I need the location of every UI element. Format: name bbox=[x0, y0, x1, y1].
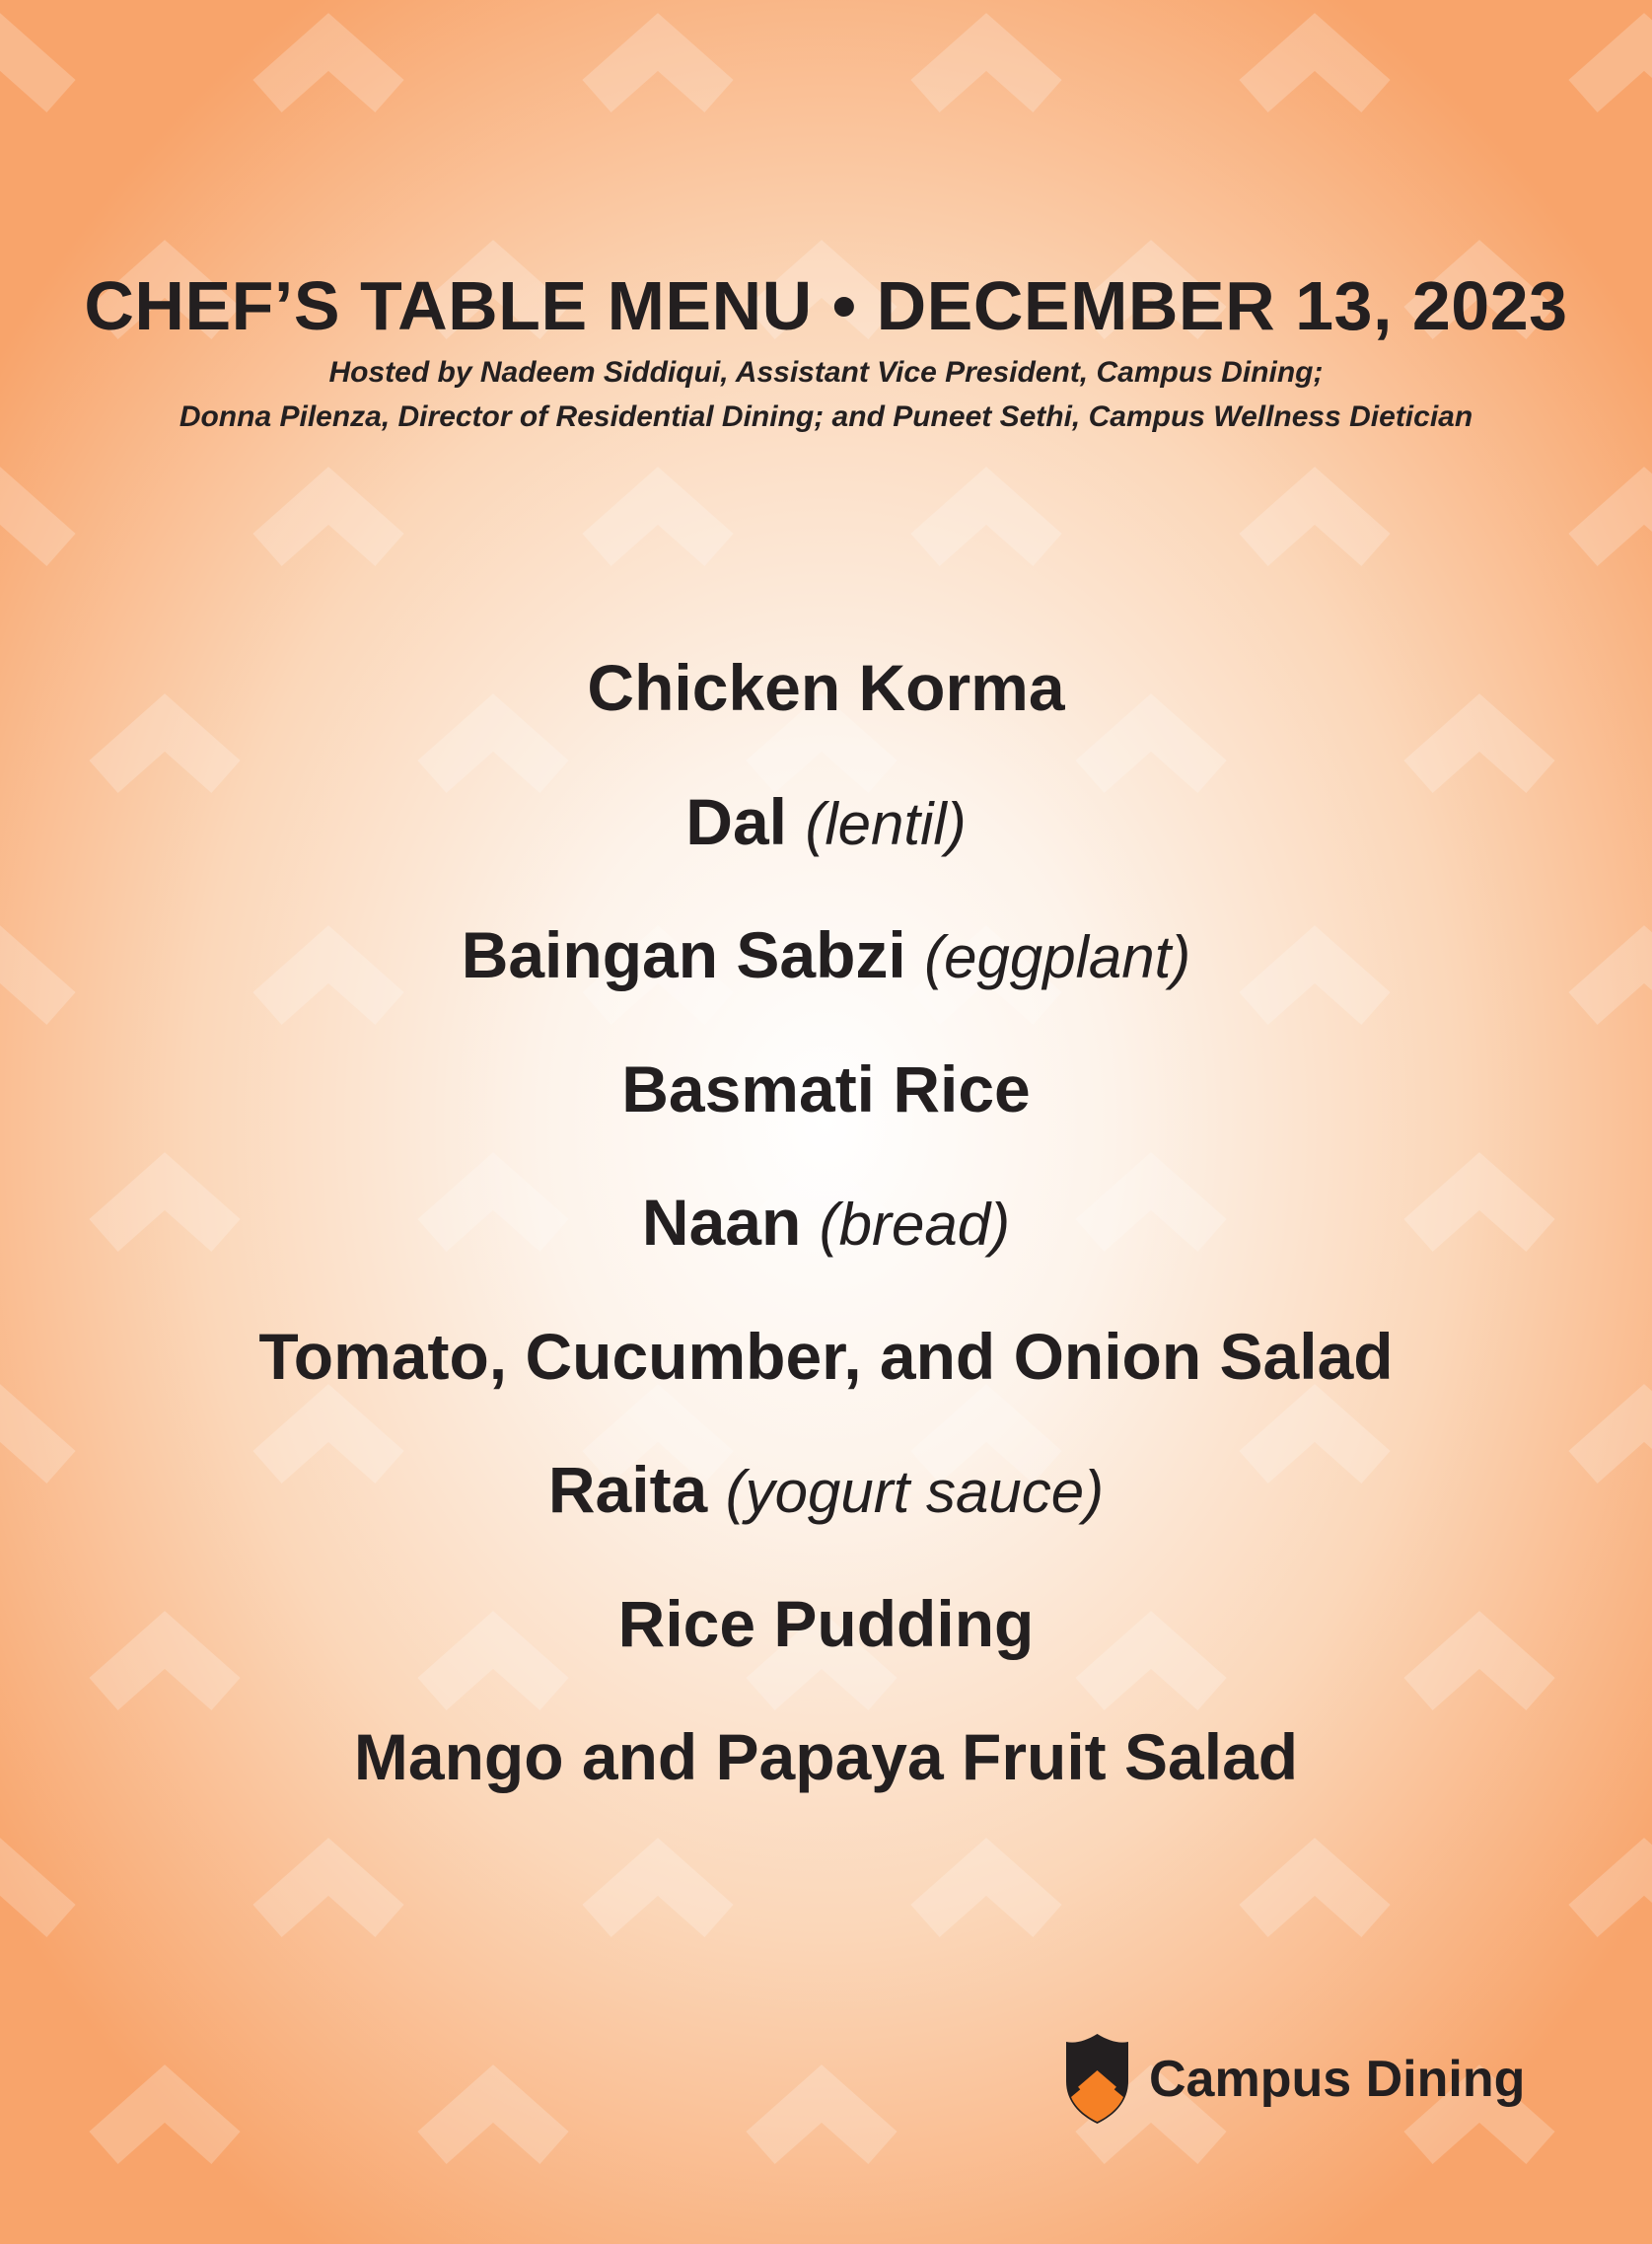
menu-item-name: Raita bbox=[547, 1453, 708, 1526]
menu-item-name: Mango and Papaya Fruit Salad bbox=[353, 1720, 1299, 1793]
chevron-shape bbox=[760, 2094, 883, 2148]
shield-chevron-icon bbox=[1060, 2032, 1134, 2126]
page-title: CHEF’S TABLE MENU • DECEMBER 13, 2023 bbox=[84, 267, 1568, 344]
chevron-shape bbox=[1254, 496, 1376, 550]
menu-item-description: (lentil) bbox=[805, 790, 967, 857]
chevron-shape bbox=[267, 1867, 390, 1921]
chevron-shape bbox=[925, 1867, 1047, 1921]
menu-item bbox=[0, 780, 1652, 914]
chevron-shape bbox=[1254, 42, 1376, 97]
menu-item bbox=[0, 1315, 1652, 1449]
chevron-shape bbox=[1254, 1867, 1376, 1921]
menu-item bbox=[0, 1715, 1652, 1849]
menu-item-description: (yogurt sauce) bbox=[725, 1459, 1105, 1525]
chevron-shape bbox=[0, 496, 61, 550]
menu-item-name: Dal bbox=[685, 784, 787, 858]
menu-item bbox=[0, 646, 1652, 780]
chevron-shape bbox=[0, 1867, 61, 1921]
chevron-shape bbox=[432, 2094, 554, 2148]
menu-item bbox=[0, 1582, 1652, 1716]
menu-item-name: Chicken Korma bbox=[587, 651, 1065, 724]
chevron-shape bbox=[104, 2094, 226, 2148]
chevron-shape bbox=[267, 496, 390, 550]
menu-item bbox=[0, 1181, 1652, 1315]
chevron-shape bbox=[597, 496, 719, 550]
menu-header bbox=[0, 261, 1652, 439]
campus-dining-logo bbox=[1060, 2032, 1553, 2126]
chevron-shape bbox=[1583, 42, 1652, 97]
menu-item bbox=[0, 913, 1652, 1048]
chevron-shape bbox=[597, 1867, 719, 1921]
logo-text: Campus Dining bbox=[1149, 2051, 1526, 2108]
menu-item bbox=[0, 1048, 1652, 1182]
chevron-shape bbox=[597, 42, 719, 97]
menu-item-name: Baingan Sabzi bbox=[461, 918, 906, 991]
menu-item-name: Rice Pudding bbox=[617, 1586, 1035, 1660]
menu-list bbox=[0, 646, 1652, 1849]
menu-item-name: Naan bbox=[641, 1186, 802, 1259]
hosted-by-line-2: Donna Pilenza, Director of Residential Dining; and Puneet Sethi, Campus Wellness Dietician bbox=[179, 400, 1473, 433]
hosted-by-line-1: Hosted by Nadeem Siddiqui, Assistant Vice President, Campus Dining; bbox=[328, 356, 1324, 389]
chevron-shape bbox=[925, 496, 1047, 550]
menu-item bbox=[0, 1448, 1652, 1582]
chevron-shape bbox=[925, 42, 1047, 97]
chevron-shape bbox=[1583, 1867, 1652, 1921]
chevron-shape bbox=[1583, 496, 1652, 550]
menu-item-name: Tomato, Cucumber, and Onion Salad bbox=[258, 1319, 1394, 1393]
chevron-shape bbox=[267, 42, 390, 97]
menu-item-name: Basmati Rice bbox=[621, 1051, 1031, 1125]
chevron-shape bbox=[0, 42, 61, 97]
menu-item-description: (bread) bbox=[819, 1192, 1011, 1258]
menu-item-description: (eggplant) bbox=[924, 924, 1191, 990]
